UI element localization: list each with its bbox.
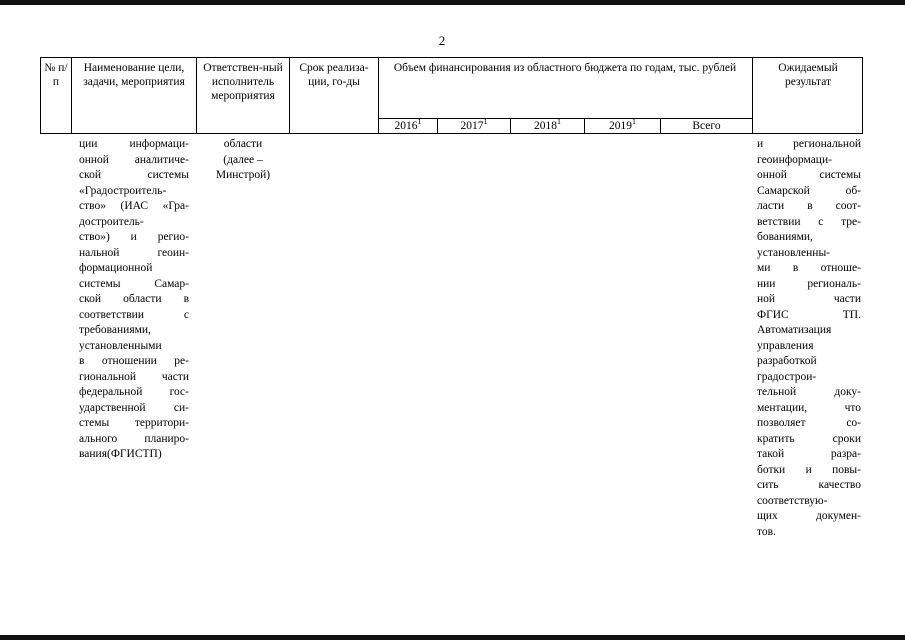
text-line: нии региональ- bbox=[757, 277, 861, 290]
year-total: Всего bbox=[692, 120, 721, 132]
header-financing: Объем финансирования из областного бюджета по годам, тыс. рублей bbox=[393, 62, 737, 74]
header-result: Ожидаемый результат bbox=[778, 62, 838, 88]
text-line: установленными bbox=[79, 339, 162, 352]
text-line: Самарской об- bbox=[757, 184, 861, 197]
text-line: ство» (ИАС «Гра- bbox=[79, 200, 189, 212]
text-line: бованиями, bbox=[757, 231, 813, 243]
row-responsible-text bbox=[200, 137, 286, 184]
text-line: области bbox=[223, 138, 263, 150]
text-line: тельной доку- bbox=[757, 386, 861, 398]
text-line: ми в отноше- bbox=[757, 262, 861, 274]
text-line: управления bbox=[757, 339, 814, 352]
header-name: Наименование цели, задачи, мероприятия bbox=[83, 62, 185, 88]
header-num: № п/п bbox=[44, 62, 68, 88]
text-line: кратить сроки bbox=[757, 432, 861, 445]
text-line: вания (ФГИС ТП) bbox=[79, 448, 162, 460]
year-2017: 2017$^1$ bbox=[460, 117, 488, 132]
bottom-border bbox=[0, 635, 905, 640]
text-line: градострои- bbox=[757, 370, 817, 383]
text-line: нальной геоин- bbox=[79, 246, 189, 259]
year-2019: 2019$^1$ bbox=[609, 117, 636, 132]
text-line: ской системы bbox=[79, 169, 189, 181]
text-line: Автоматизация bbox=[757, 324, 832, 336]
text-line: ции информаци- bbox=[79, 138, 189, 150]
text-line: установленны- bbox=[757, 246, 831, 259]
text-line: ной части bbox=[757, 293, 861, 305]
text-line: и региональной bbox=[757, 138, 861, 150]
text-line: Минстрой) bbox=[215, 169, 271, 181]
text-line: ветствии с тре- bbox=[757, 215, 861, 228]
text-line: ской области в bbox=[79, 293, 189, 305]
text-line: такой разра- bbox=[757, 448, 861, 460]
text-line: геоинформаци- bbox=[757, 153, 832, 166]
year-2018: 2018$^1$ bbox=[534, 117, 561, 132]
text-line: гиональной части bbox=[79, 370, 189, 383]
text-line: достроитель- bbox=[79, 215, 144, 228]
header-responsible: Ответствен-ный исполнитель мероприятия bbox=[203, 62, 283, 102]
top-border bbox=[0, 0, 905, 5]
text-line: в отношении ре- bbox=[79, 355, 189, 367]
text-line: формационной bbox=[79, 262, 153, 274]
text-line: позволяет со- bbox=[757, 417, 861, 429]
text-line: соответствии с bbox=[79, 308, 189, 321]
text-line: системы Самар- bbox=[79, 277, 189, 290]
page-number: 2 bbox=[438, 33, 446, 48]
text-line: тов. bbox=[757, 525, 776, 538]
text-line: соответствую- bbox=[757, 494, 828, 507]
text-line: щих докумен- bbox=[757, 510, 861, 522]
text-line: онной аналитиче- bbox=[79, 153, 189, 166]
row-name-text bbox=[79, 137, 189, 463]
text-line: ФГИС ТП. bbox=[757, 308, 861, 321]
text-line: федеральной гос- bbox=[79, 386, 189, 398]
text-line: стемы территори- bbox=[79, 417, 189, 429]
text-line: (далее – bbox=[223, 153, 263, 166]
text-line: «Градостроитель- bbox=[79, 184, 167, 197]
text-line: разработкой bbox=[757, 355, 817, 367]
text-line: требованиями, bbox=[79, 324, 151, 336]
row-result-text bbox=[757, 137, 861, 540]
text-line: ментации, что bbox=[757, 401, 861, 414]
text-line: онной системы bbox=[757, 169, 861, 181]
text-line: ласти в соот- bbox=[757, 200, 861, 212]
text-line: ального планиро- bbox=[79, 432, 189, 445]
text-line: ботки и повы- bbox=[757, 463, 861, 476]
text-line: ударственной си- bbox=[79, 401, 189, 414]
year-2016: 2016$^1$ bbox=[394, 117, 422, 132]
text-line: сить качество bbox=[757, 479, 861, 491]
header-term: Срок реализа-ции, го-ды bbox=[299, 62, 369, 88]
text-line: ство») и регио- bbox=[79, 231, 189, 243]
